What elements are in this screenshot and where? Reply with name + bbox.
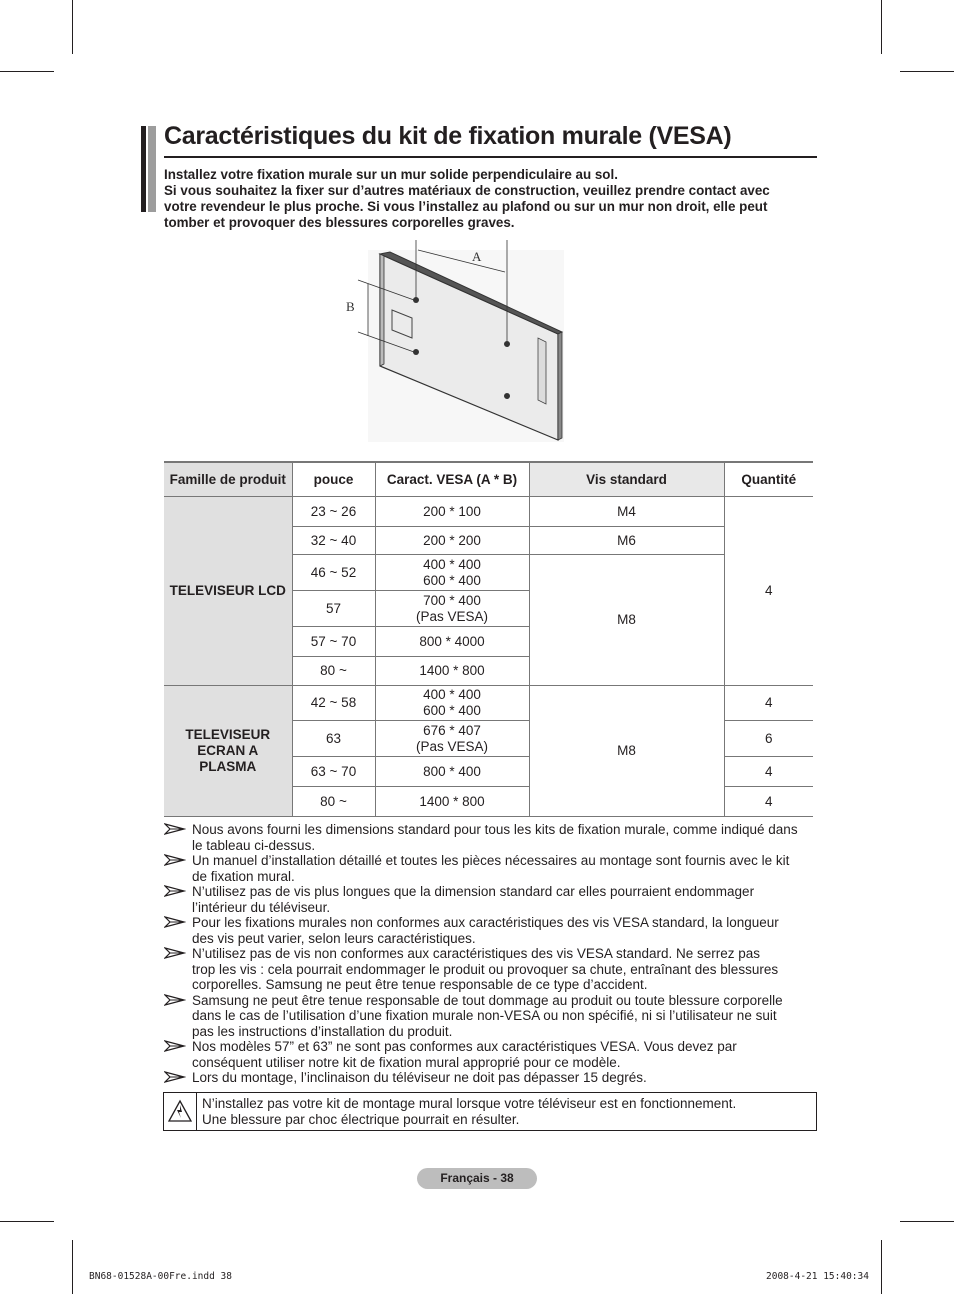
warning-line: N’installez pas votre kit de montage mural lorsque votre téléviseur est en fonctionnement.	[202, 1096, 737, 1111]
header-famille: Famille de produit	[164, 462, 292, 497]
header-vis: Vis standard	[529, 462, 724, 497]
crop-mark	[0, 1221, 54, 1222]
note-item	[164, 993, 824, 1040]
intro-text	[164, 167, 814, 231]
vis-cell: M4	[529, 497, 724, 527]
arrow-bullet-icon	[164, 1039, 186, 1053]
family-line: TELEVISEUR	[185, 727, 271, 742]
note-line: le tableau ci-dessus.	[192, 837, 316, 853]
vesa-line: 400 * 400	[423, 556, 481, 572]
vesa-cell: 200 * 200	[375, 527, 529, 555]
warning-text	[202, 1096, 736, 1128]
note-item	[164, 915, 824, 946]
footer-file: BN68-01528A-00Fre.indd 38	[89, 1271, 232, 1282]
quantite-cell: 4	[724, 686, 813, 721]
pouce-cell: 63 ~ 70	[292, 757, 375, 787]
note-item	[164, 822, 824, 853]
dimension-label-a: A	[472, 249, 482, 264]
tv-panel-recess	[538, 338, 546, 404]
title-accent-bar-gray	[148, 126, 156, 212]
crop-mark	[881, 1240, 882, 1294]
pouce-cell: 32 ~ 40	[292, 527, 375, 555]
vesa-cell: 800 * 400	[375, 757, 529, 787]
tv-mount-diagram	[340, 240, 570, 445]
family-line: PLASMA	[199, 759, 257, 774]
note-line: Pour les fixations murales non conformes aux caractéristiques des vis VESA standard, la longueur	[192, 915, 779, 930]
pouce-cell: 57 ~ 70	[292, 627, 375, 657]
warning-line: Une blessure par choc électrique pourrait en résulter.	[202, 1112, 520, 1127]
vesa-line: 700 * 400	[423, 592, 481, 608]
vesa-cell	[375, 555, 529, 591]
note-line: N’utilisez pas de vis non conformes aux caractéristiques des vis VESA standard. Ne serrez pas	[192, 946, 761, 961]
table-row	[164, 686, 813, 721]
vesa-cell: 1400 * 800	[375, 787, 529, 817]
arrow-bullet-icon	[164, 915, 186, 929]
intro-line: Si vous souhaitez la fixer sur d’autres matériaux de construction, veuillez prendre contact avec	[164, 183, 770, 198]
crop-mark	[72, 1240, 73, 1294]
header-vesa: Caract. VESA (A * B)	[375, 462, 529, 497]
pouce-cell: 63	[292, 721, 375, 757]
note-line: trop les vis : cela pourrait endommager le produit ou provoquer sa chute, entraînant des blessures	[192, 961, 779, 977]
note-item	[164, 884, 824, 915]
warning-hand-icon	[164, 1093, 196, 1130]
vis-cell: M8	[529, 555, 724, 686]
notes-list	[164, 822, 824, 1086]
dimension-label-b: B	[346, 299, 355, 314]
vesa-cell: 1400 * 800	[375, 657, 529, 686]
pouce-cell: 80 ~	[292, 657, 375, 686]
family-lcd: TELEVISEUR LCD	[164, 497, 292, 686]
pouce-cell: 42 ~ 58	[292, 686, 375, 721]
arrow-bullet-icon	[164, 946, 186, 960]
note-line: Lors du montage, l’inclinaison du téléviseur ne doit pas dépasser 15 degrés.	[192, 1070, 647, 1085]
note-line: pas les instructions d’installation du produit.	[192, 1023, 453, 1039]
header-pouce: pouce	[292, 462, 375, 497]
vesa-line: (Pas VESA)	[415, 608, 489, 624]
vesa-table	[164, 461, 813, 817]
vesa-cell: 200 * 100	[375, 497, 529, 527]
crop-mark	[72, 0, 73, 54]
note-item	[164, 946, 824, 993]
warning-icon-cell	[164, 1093, 197, 1130]
tv-side-edge	[558, 332, 562, 440]
mount-hole	[504, 393, 510, 399]
arrow-bullet-icon	[164, 853, 186, 867]
arrow-bullet-icon	[164, 822, 186, 836]
vesa-cell	[375, 721, 529, 757]
note-line: dans le cas de l’utilisation d’une fixation murale non-VESA ou non spécifié, ni si l’utilisateur ne suit	[192, 1008, 777, 1023]
arrow-bullet-icon	[164, 993, 186, 1007]
vesa-line: (Pas VESA)	[415, 738, 489, 754]
crop-mark	[0, 71, 54, 72]
note-line: Un manuel d’installation détaillé et toutes les pièces nécessaires au montage sont fournis avec le kit	[192, 853, 790, 868]
note-line: Samsung ne peut être tenue responsable de tout dommage au produit ou toute blessure corporelle	[192, 992, 783, 1008]
note-line: corporelles. Samsung ne peut être tenue responsable de ce type d’accident.	[192, 977, 648, 992]
note-line: l’intérieur du téléviseur.	[192, 899, 331, 915]
arrow-bullet-icon	[164, 884, 186, 898]
vis-cell: M6	[529, 527, 724, 555]
vesa-cell: 800 * 4000	[375, 627, 529, 657]
vesa-line: 600 * 400	[423, 572, 481, 588]
title-accent-bar	[141, 126, 146, 212]
footer-date: 2008-4-21 15:40:34	[766, 1271, 869, 1282]
quantite-cell: 4	[724, 757, 813, 787]
page-number-badge: Français - 38	[417, 1168, 537, 1189]
pouce-cell: 80 ~	[292, 787, 375, 817]
vesa-line: 400 * 400	[423, 687, 481, 702]
tv-left-edge	[380, 254, 384, 366]
note-line: de fixation mural.	[192, 868, 295, 884]
intro-line: Installez votre fixation murale sur un mur solide perpendiculaire au sol.	[164, 167, 618, 182]
page-title: Caractéristiques du kit de fixation murale (VESA)	[164, 122, 732, 150]
pouce-cell: 46 ~ 52	[292, 555, 375, 591]
intro-line: tomber et provoquer des blessures corporelles graves.	[164, 215, 515, 230]
quantite-cell: 4	[724, 497, 813, 686]
crop-mark	[900, 71, 954, 72]
pouce-cell: 57	[292, 591, 375, 627]
note-item	[164, 1039, 824, 1070]
vesa-line: 676 * 407	[423, 722, 481, 738]
crop-mark	[881, 0, 882, 54]
arrow-bullet-icon	[164, 1070, 186, 1084]
vis-cell: M8	[529, 686, 724, 817]
warning-box	[163, 1092, 817, 1131]
quantite-cell: 4	[724, 787, 813, 817]
note-item	[164, 1070, 824, 1086]
vesa-line: 600 * 400	[423, 703, 481, 718]
note-item	[164, 853, 824, 884]
family-line: ECRAN A	[197, 743, 259, 758]
table-header-row	[164, 462, 813, 497]
table-row	[164, 497, 813, 527]
pouce-cell: 23 ~ 26	[292, 497, 375, 527]
family-plasma	[164, 686, 292, 817]
note-line: N’utilisez pas de vis plus longues que la dimension standard car elles pourraient endommager	[192, 884, 755, 899]
vesa-cell	[375, 686, 529, 721]
note-line: Nos modèles 57” et 63” ne sont pas conformes aux caractéristiques VESA. Vous devez par	[192, 1039, 737, 1054]
quantite-cell: 6	[724, 721, 813, 757]
note-line: conséquent utiliser notre kit de fixation mural approprié pour ce modèle.	[192, 1054, 621, 1070]
vesa-cell	[375, 591, 529, 627]
intro-line: votre revendeur le plus proche. Si vous l’installez au plafond ou sur un mur non droit, elle peut	[164, 199, 768, 214]
title-rule	[164, 156, 817, 158]
crop-mark	[900, 1221, 954, 1222]
header-quantite: Quantité	[724, 462, 813, 497]
note-line: Nous avons fourni les dimensions standard pour tous les kits de fixation murale, comme indiqué dans	[192, 822, 798, 837]
note-line: des vis peut varier, selon leurs caractéristiques.	[192, 930, 476, 946]
